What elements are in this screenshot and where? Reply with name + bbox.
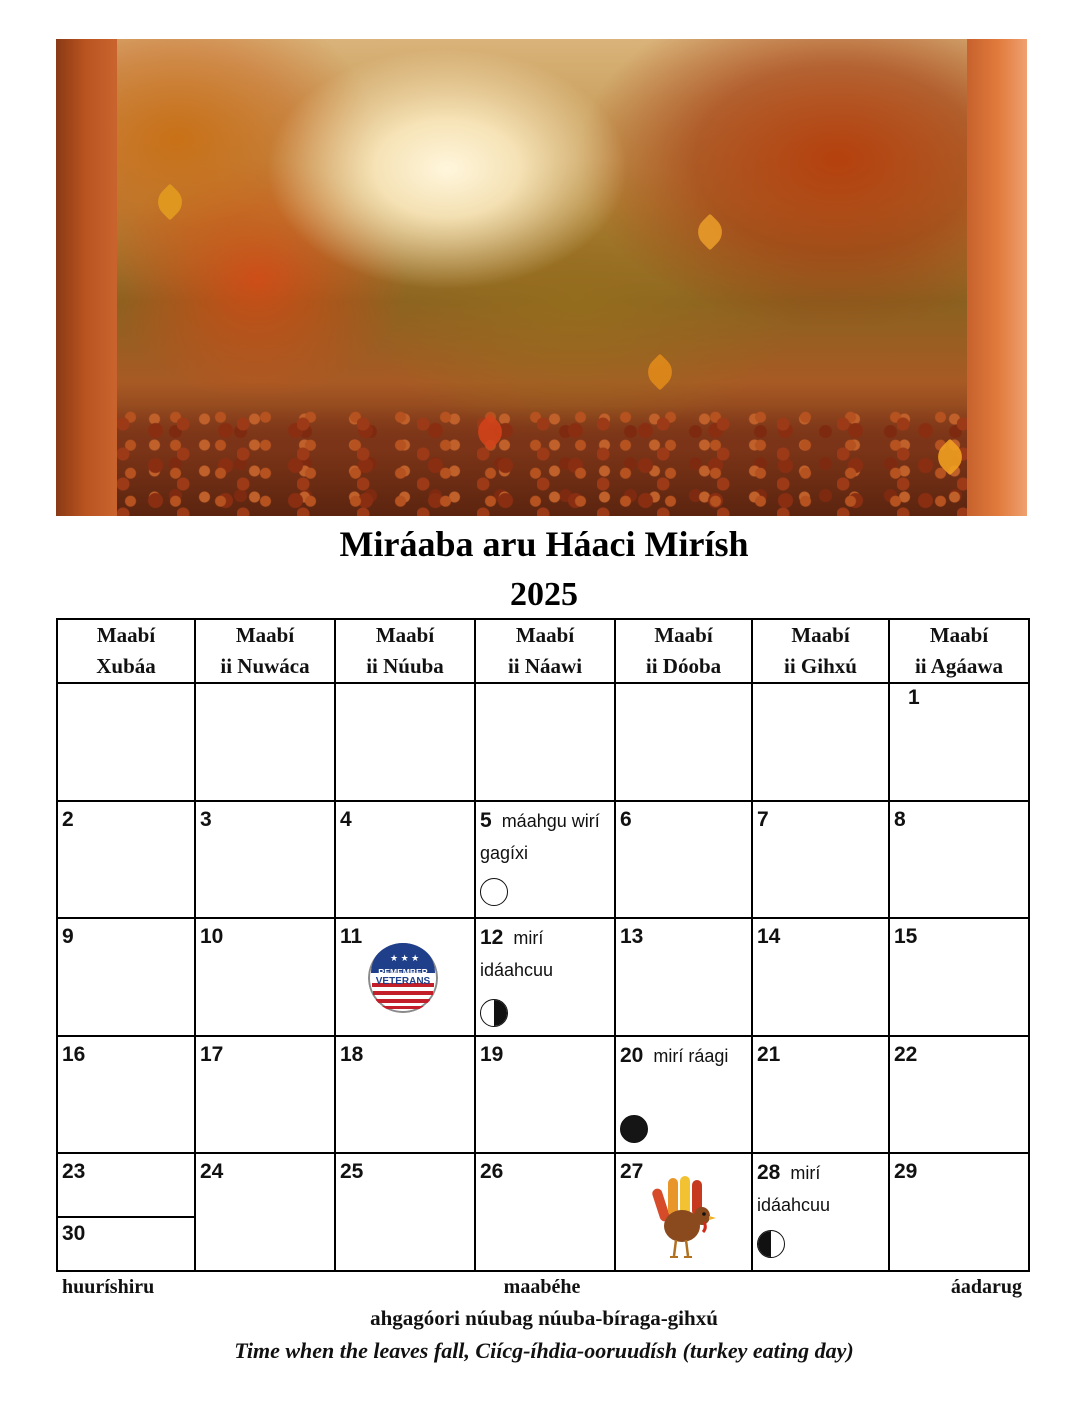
day-cell (889, 1153, 1029, 1271)
day-number: 6 (620, 807, 632, 831)
day-number: 4 (340, 807, 352, 831)
week-row (57, 683, 1029, 801)
full-moon-icon (480, 878, 508, 906)
day-number: 22 (894, 1042, 918, 1066)
weekday-header: Maabí ii Nuwáca (195, 619, 335, 683)
event-label: mirí idáahcuu (480, 928, 554, 981)
day-number: 24 (200, 1160, 224, 1184)
empty-day-cell (335, 683, 475, 801)
day-event (620, 1040, 749, 1072)
day-cell (752, 1036, 889, 1154)
day-number: 26 (480, 1160, 504, 1184)
empty-day-cell (615, 683, 752, 801)
calendar-year: 2025 (510, 576, 578, 613)
leaf-ground (117, 406, 967, 516)
day-cell (57, 801, 195, 919)
day-number: 21 (757, 1042, 781, 1066)
empty-day-cell (752, 683, 889, 801)
week-row (57, 1153, 1029, 1271)
day-number: 13 (620, 925, 644, 949)
footer-left-label: huuríshiru (62, 1276, 155, 1298)
day-cell (195, 801, 335, 919)
day-cell (475, 1036, 615, 1154)
empty-day-cell (475, 683, 615, 801)
day-event (480, 922, 612, 986)
day-cell (475, 918, 615, 1036)
day-number: 9 (62, 925, 74, 949)
weekday-header: Maabí ii Núuba (335, 619, 475, 683)
first-quarter-moon-icon (480, 999, 508, 1027)
day-number: 16 (62, 1042, 86, 1066)
falling-leaf-icon (642, 354, 679, 391)
day-number: 8 (894, 807, 906, 831)
day-number: 3 (200, 807, 212, 831)
day-cell (889, 801, 1029, 919)
badge-text-veterans: VETERANS (375, 976, 431, 988)
day-cell (195, 1036, 335, 1154)
footer-labels (56, 1272, 1028, 1302)
falling-leaf-icon (152, 184, 189, 221)
split-cell-bottom (58, 1218, 194, 1270)
split-cell-top (58, 1154, 194, 1218)
day-number: 1 (908, 686, 920, 709)
weekday-header: Maabí Xubáa (57, 619, 195, 683)
day-cell (752, 918, 889, 1036)
day-number: 17 (200, 1042, 224, 1066)
day-cell (475, 801, 615, 919)
footer-middle-label: maabéhe (503, 1276, 581, 1298)
day-number: 20 (620, 1043, 644, 1067)
footer-right-label: áadarug (950, 1276, 1022, 1298)
day-cell (752, 1153, 889, 1271)
new-moon-icon (620, 1115, 648, 1143)
falling-leaf-icon (692, 214, 729, 251)
day-number: 12 (480, 926, 504, 950)
day-cell (615, 1036, 752, 1154)
empty-day-cell (195, 683, 335, 801)
hero-banner (56, 39, 1027, 516)
day-event (480, 805, 612, 869)
weekday-header: Maabí ii Náawi (475, 619, 615, 683)
day-number: 14 (757, 925, 781, 949)
day-number: 2 (62, 807, 74, 831)
event-label: mirí idáahcuu (757, 1163, 831, 1216)
footer-translation: Time when the leaves fall, Ciícg-íhdia-ooruudísh (turkey eating day) (234, 1338, 854, 1363)
weekday-header: Maabí ii Dóoba (615, 619, 752, 683)
day-number: 18 (340, 1042, 364, 1066)
day-event (757, 1157, 886, 1221)
day-number: 19 (480, 1042, 504, 1066)
day-cell (335, 1153, 475, 1271)
event-label: máahgu wirí gagíxi (480, 810, 600, 863)
weekday-header: Maabí ii Agáawa (889, 619, 1029, 683)
day-number: 7 (757, 807, 769, 831)
autumn-leaves-photo (117, 39, 967, 516)
day-cell (57, 1036, 195, 1154)
weekday-header-row (57, 619, 1029, 683)
day-cell (889, 918, 1029, 1036)
footer-crow-phrase: ahgagóori núubag núuba-bíraga-gihxú (370, 1306, 718, 1330)
day-cell (335, 801, 475, 919)
calendar-title: Miráaba aru Háaci Mirísh (339, 524, 749, 564)
day-cell (195, 1153, 335, 1271)
day-cell (475, 1153, 615, 1271)
week-row (57, 918, 1029, 1036)
day-cell (615, 1153, 752, 1271)
day-number: 15 (894, 925, 918, 949)
day-cell (57, 918, 195, 1036)
svg-text:★ ★ ★: ★ ★ ★ (390, 953, 420, 964)
day-number: 27 (620, 1160, 644, 1184)
day-cell (195, 918, 335, 1036)
day-cell (335, 1036, 475, 1154)
day-cell (335, 918, 475, 1036)
week-row (57, 1036, 1029, 1154)
day-number: 30 (62, 1222, 86, 1246)
day-number: 25 (340, 1160, 364, 1184)
day-cell (752, 801, 889, 919)
weekday-header: Maabí ii Gihxú (752, 619, 889, 683)
day-number: 10 (200, 925, 224, 949)
split-day-cell (57, 1153, 195, 1271)
day-cell (889, 1036, 1029, 1154)
last-quarter-moon-icon (757, 1230, 785, 1258)
calendar-grid (56, 618, 1030, 1272)
hand-turkey-icon (652, 1174, 718, 1260)
remember-veterans-badge-icon (368, 943, 438, 1013)
day-cell (615, 918, 752, 1036)
day-number: 11 (340, 925, 363, 949)
empty-day-cell (57, 683, 195, 801)
day-number: 23 (62, 1160, 86, 1184)
day-cell (615, 801, 752, 919)
week-row (57, 801, 1029, 919)
event-label: mirí ráagi (653, 1045, 729, 1066)
day-number: 5 (480, 808, 492, 832)
day-number: 28 (757, 1161, 781, 1185)
day-number: 29 (894, 1160, 918, 1184)
day-cell (889, 683, 1029, 801)
badge-text-remember: REMEMBER (378, 967, 428, 978)
